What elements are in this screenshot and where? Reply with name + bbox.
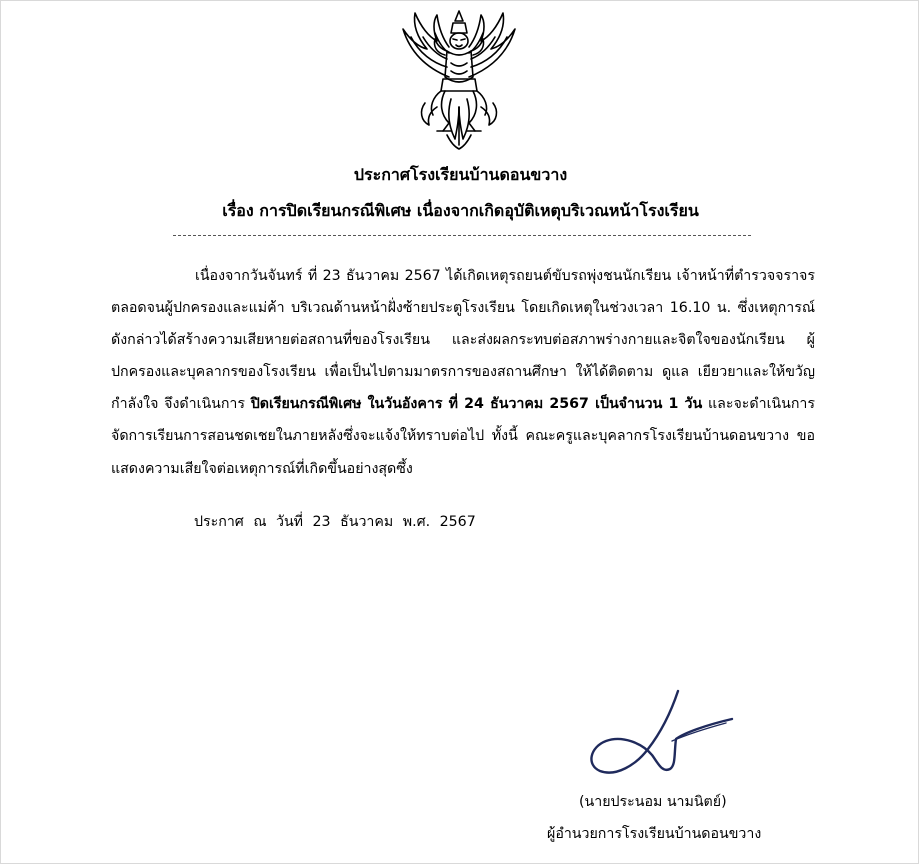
signature-image [586, 689, 736, 779]
body-text-part2: และจะดำเนินการจัดการเรียนการสอนชดเชยในภายหลังซึ่งจะแจ้งให้ทราบต่อไป ทั้งนี้ คณะครูและบุคลากรโรงเรียนบ้านดอนขวาง ขอแสดงความเสียใจต่อเหตุการณ์ที่เกิดขึ้นอย่างสุดซึ้ง [111, 396, 815, 477]
dashed-divider [173, 235, 751, 236]
signer-position: ผู้อำนวยการโรงเรียนบ้านดอนขวาง [547, 826, 762, 842]
body-text-highlight: ปิดเรียนกรณีพิเศษ ในวันอังคาร ที่ 24 ธันวาคม 2567 เป็นจำนวน 1 วัน [250, 396, 703, 413]
announcement-title: ประกาศโรงเรียนบ้านดอนขวาง [353, 165, 568, 184]
announcement-subject: เรื่อง การปิดเรียนกรณีพิเศษ เนื่องจากเกิดอุบัติเหตุบริเวณหน้าโรงเรียน [222, 201, 699, 220]
garuda-emblem-icon [389, 7, 529, 153]
announcement-date-line: ประกาศ ณ วันที่ 23 ธันวาคม พ.ศ. 2567 [194, 514, 476, 530]
signer-name: (นายประนอม นามนิตย์) [579, 794, 727, 810]
body-text-part1: เนื่องจากวันจันทร์ ที่ 23 ธันวาคม 2567 ได้เกิดเหตุรถยนต์ขับรถพุ่งชนนักเรียน เจ้าหน้าที่ตำรวจจราจร ตลอดจนผู้ปกครองและแม่ค้า บริเวณด้านหน้าฝั่งซ้ายประตูโรงเรียน โดยเกิดเหตุในช่วงเวลา 16.10 น. ซึ่งเหตุการณ์ดังกล่าวได้สร้างความเสียหายต่อสถานที่ของโรงเรียน และส่งผลกระทบต่อสภาพร่างกายและจิตใจของนักเรียน ผู้ปกครองและบุคลากรของโรงเรียน เพื่อเป็นไปตามมาตรการของสถานศึกษา ให้ได้ติดตาม ดูแล เยียวยาและให้ขวัญกำลังใจ จึงดำเนินการ [111, 268, 815, 413]
announcement-body [111, 260, 815, 485]
